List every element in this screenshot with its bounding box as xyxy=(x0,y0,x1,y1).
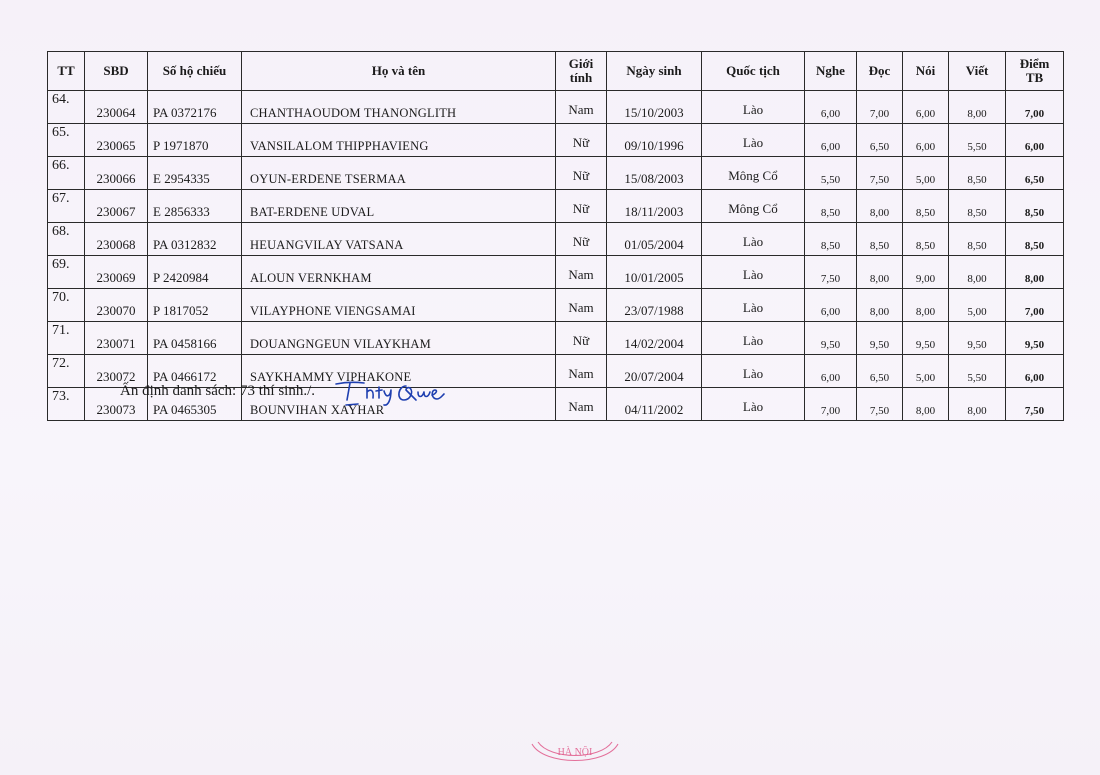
cell-name: CHANTHAOUDOM THANONGLITH xyxy=(242,91,556,124)
header-listening: Nghe xyxy=(805,52,857,91)
cell-dob: 04/11/2002 xyxy=(607,388,702,421)
cell-passport: E 2856333 xyxy=(148,190,242,223)
cell-passport: P 1971870 xyxy=(148,124,242,157)
cell-writing: 8,00 xyxy=(949,256,1006,289)
table-row xyxy=(48,256,1064,289)
cell-passport: PA 0312832 xyxy=(148,223,242,256)
cell-listening: 8,50 xyxy=(805,190,857,223)
cell-speaking: 9,00 xyxy=(903,256,949,289)
cell-dob: 15/08/2003 xyxy=(607,157,702,190)
cell-avg: 6,00 xyxy=(1006,124,1064,157)
cell-tt: 68. xyxy=(48,223,85,256)
cell-gender: Nữ xyxy=(556,223,607,256)
cell-dob: 14/02/2004 xyxy=(607,322,702,355)
cell-listening: 9,50 xyxy=(805,322,857,355)
cell-writing: 9,50 xyxy=(949,322,1006,355)
cell-name: VANSILALOM THIPPHAVIENG xyxy=(242,124,556,157)
cell-nationality: Lào xyxy=(702,289,805,322)
cell-passport: PA 0465305 xyxy=(148,388,242,421)
cell-sbd: 230070 xyxy=(85,289,148,322)
cell-writing: 8,50 xyxy=(949,157,1006,190)
svg-text:HÀ NỘI: HÀ NỘI xyxy=(557,747,593,758)
cell-sbd: 230071 xyxy=(85,322,148,355)
cell-speaking: 8,50 xyxy=(903,223,949,256)
cell-tt: 70. xyxy=(48,289,85,322)
header-dob: Ngày sinh xyxy=(607,52,702,91)
cell-avg: 7,00 xyxy=(1006,289,1064,322)
table-header xyxy=(48,52,1064,91)
cell-gender: Nữ xyxy=(556,157,607,190)
cell-sbd: 230065 xyxy=(85,124,148,157)
cell-passport: P 1817052 xyxy=(148,289,242,322)
cell-name: VILAYPHONE VIENGSAMAI xyxy=(242,289,556,322)
cell-passport: PA 0466172 xyxy=(148,355,242,388)
cell-listening: 8,50 xyxy=(805,223,857,256)
cell-listening: 6,00 xyxy=(805,91,857,124)
cell-sbd: 230067 xyxy=(85,190,148,223)
cell-passport: PA 0458166 xyxy=(148,322,242,355)
cell-tt: 71. xyxy=(48,322,85,355)
header-tt: TT xyxy=(48,52,85,91)
summary-line: Ấn định danh sách: 73 thí sinh./. xyxy=(120,383,315,399)
cell-tt: 73. xyxy=(48,388,85,421)
cell-dob: 23/07/1988 xyxy=(607,289,702,322)
table-row xyxy=(48,289,1064,322)
cell-listening: 7,00 xyxy=(805,388,857,421)
cell-dob: 01/05/2004 xyxy=(607,223,702,256)
cell-writing: 8,50 xyxy=(949,223,1006,256)
cell-avg: 7,50 xyxy=(1006,388,1064,421)
cell-gender: Nữ xyxy=(556,124,607,157)
cell-nationality: Lào xyxy=(702,388,805,421)
cell-speaking: 5,00 xyxy=(903,355,949,388)
cell-nationality: Lào xyxy=(702,256,805,289)
cell-name: BOUNVIHAN XAYHAR xyxy=(242,388,556,421)
cell-writing: 5,50 xyxy=(949,355,1006,388)
cell-speaking: 5,00 xyxy=(903,157,949,190)
cell-avg: 7,00 xyxy=(1006,91,1064,124)
cell-speaking: 8,00 xyxy=(903,388,949,421)
cell-speaking: 9,50 xyxy=(903,322,949,355)
header-avg: Điểm TB xyxy=(1006,52,1064,91)
cell-writing: 8,00 xyxy=(949,91,1006,124)
cell-nationality: Lào xyxy=(702,322,805,355)
cell-name: ALOUN VERNKHAM xyxy=(242,256,556,289)
handwritten-signature xyxy=(334,378,454,412)
table-row xyxy=(48,91,1064,124)
cell-avg: 8,00 xyxy=(1006,256,1064,289)
cell-dob: 20/07/2004 xyxy=(607,355,702,388)
header-name: Họ và tên xyxy=(242,52,556,91)
cell-sbd: 230066 xyxy=(85,157,148,190)
results-table xyxy=(47,51,1064,421)
cell-listening: 5,50 xyxy=(805,157,857,190)
header-gender: Giới tính xyxy=(556,52,607,91)
cell-avg: 9,50 xyxy=(1006,322,1064,355)
cell-nationality: Lào xyxy=(702,355,805,388)
cell-nationality: Mông Cổ xyxy=(702,190,805,223)
cell-writing: 8,50 xyxy=(949,190,1006,223)
cell-speaking: 8,50 xyxy=(903,190,949,223)
table-row xyxy=(48,190,1064,223)
cell-gender: Nam xyxy=(556,388,607,421)
cell-gender: Nam xyxy=(556,289,607,322)
header-passport: Số hộ chiếu xyxy=(148,52,242,91)
cell-reading: 6,50 xyxy=(857,124,903,157)
cell-sbd: 230068 xyxy=(85,223,148,256)
cell-dob: 09/10/1996 xyxy=(607,124,702,157)
cell-reading: 7,00 xyxy=(857,91,903,124)
header-reading: Đọc xyxy=(857,52,903,91)
cell-dob: 15/10/2003 xyxy=(607,91,702,124)
cell-reading: 6,50 xyxy=(857,355,903,388)
cell-writing: 5,50 xyxy=(949,124,1006,157)
cell-speaking: 8,00 xyxy=(903,289,949,322)
cell-tt: 67. xyxy=(48,190,85,223)
cell-name: DOUANGNGEUN VILAYKHAM xyxy=(242,322,556,355)
cell-sbd: 230064 xyxy=(85,91,148,124)
cell-sbd: 230073 xyxy=(85,388,148,421)
cell-gender: Nam xyxy=(556,91,607,124)
cell-passport: E 2954335 xyxy=(148,157,242,190)
official-stamp xyxy=(530,740,620,775)
cell-avg: 6,50 xyxy=(1006,157,1064,190)
header-writing: Viết xyxy=(949,52,1006,91)
cell-gender: Nam xyxy=(556,256,607,289)
cell-name: BAT-ERDENE UDVAL xyxy=(242,190,556,223)
cell-dob: 18/11/2003 xyxy=(607,190,702,223)
cell-nationality: Lào xyxy=(702,124,805,157)
cell-avg: 8,50 xyxy=(1006,223,1064,256)
cell-tt: 72. xyxy=(48,355,85,388)
cell-sbd: 230072 xyxy=(85,355,148,388)
cell-reading: 8,50 xyxy=(857,223,903,256)
header-speaking: Nói xyxy=(903,52,949,91)
cell-gender: Nam xyxy=(556,355,607,388)
cell-tt: 66. xyxy=(48,157,85,190)
cell-sbd: 230069 xyxy=(85,256,148,289)
cell-speaking: 6,00 xyxy=(903,91,949,124)
cell-dob: 10/01/2005 xyxy=(607,256,702,289)
table-row xyxy=(48,322,1064,355)
cell-avg: 6,00 xyxy=(1006,355,1064,388)
stamp-text xyxy=(558,746,593,758)
cell-reading: 7,50 xyxy=(857,157,903,190)
cell-writing: 5,00 xyxy=(949,289,1006,322)
cell-reading: 8,00 xyxy=(857,256,903,289)
cell-name: SAYKHAMMY VIPHAKONE xyxy=(242,355,556,388)
cell-speaking: 6,00 xyxy=(903,124,949,157)
cell-listening: 6,00 xyxy=(805,289,857,322)
header-nationality: Quốc tịch xyxy=(702,52,805,91)
table-row xyxy=(48,124,1064,157)
cell-listening: 6,00 xyxy=(805,124,857,157)
cell-tt: 64. xyxy=(48,91,85,124)
header-sbd: SBD xyxy=(85,52,148,91)
cell-gender: Nữ xyxy=(556,322,607,355)
cell-tt: 69. xyxy=(48,256,85,289)
cell-nationality: Lào xyxy=(702,91,805,124)
cell-tt: 65. xyxy=(48,124,85,157)
cell-passport: P 2420984 xyxy=(148,256,242,289)
cell-gender: Nữ xyxy=(556,190,607,223)
cell-listening: 7,50 xyxy=(805,256,857,289)
cell-reading: 8,00 xyxy=(857,190,903,223)
table-row xyxy=(48,157,1064,190)
cell-reading: 8,00 xyxy=(857,289,903,322)
cell-name: HEUANGVILAY VATSANA xyxy=(242,223,556,256)
cell-listening: 6,00 xyxy=(805,355,857,388)
cell-reading: 9,50 xyxy=(857,322,903,355)
table-row xyxy=(48,223,1064,256)
cell-name: OYUN-ERDENE TSERMAA xyxy=(242,157,556,190)
cell-passport: PA 0372176 xyxy=(148,91,242,124)
cell-reading: 7,50 xyxy=(857,388,903,421)
cell-nationality: Mông Cổ xyxy=(702,157,805,190)
cell-nationality: Lào xyxy=(702,223,805,256)
cell-writing: 8,00 xyxy=(949,388,1006,421)
cell-avg: 8,50 xyxy=(1006,190,1064,223)
